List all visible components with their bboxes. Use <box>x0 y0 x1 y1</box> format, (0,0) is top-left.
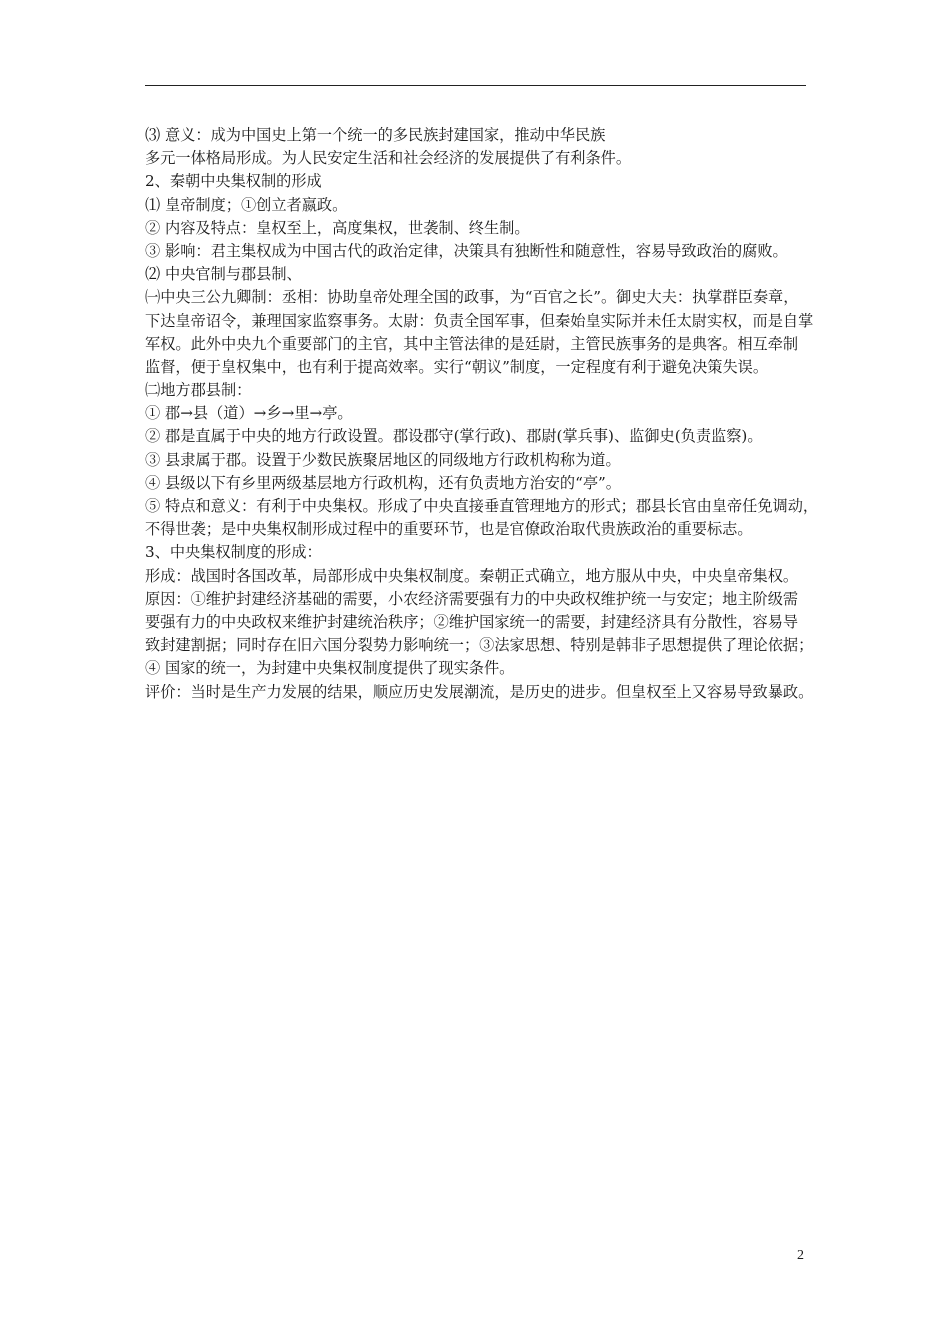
text-line: ⑤ 特点和意义：有利于中央集权。形成了中央直接垂直管理地方的形式；郡县长官由皇帝任免调动， <box>145 497 819 515</box>
text-line: ④ 国家的统一，为封建中央集权制度提供了现实条件。 <box>145 659 515 678</box>
section-heading: 2、秦朝中央集权制的形成 <box>145 172 322 191</box>
text-line: 多元一体格局形成。为人民安定生活和社会经济的发展提供了有利条件。 <box>145 149 631 168</box>
text-line: ② 内容及特点：皇权至上，高度集权，世袭制、终生制。 <box>145 218 530 237</box>
text-line: ① 郡→县（道）→乡→里→亭。 <box>145 404 353 423</box>
text-line: ② 郡是直属于中央的地方行政设置。郡设郡守(掌行政)、郡尉(掌兵事)、监御史(负责监察)。 <box>145 427 763 446</box>
text-line: ⑴ 皇帝制度；①创立者嬴政。 <box>145 195 348 214</box>
text-line: ③ 影响：君主集权成为中国古代的政治定律，决策具有独断性和随意性，容易导致政治的腐败。 <box>145 241 788 260</box>
text-line: ㈠中央三公九卿制：丞相：协助皇帝处理全国的政事，为“百官之长”。御史大夫：执掌群臣奏章， <box>145 288 799 307</box>
page-number: 2 <box>797 1248 804 1263</box>
text-line: 原因：①维护封建经济基础的需要，小农经济需要强有力的中央政权维护统一与安定；地主阶级需 <box>145 589 799 608</box>
text-line: 不得世袭；是中央集权制形成过程中的重要环节，也是官僚政治取代贵族政治的重要标志。 <box>145 520 753 539</box>
text-line: ⑵ 中央官制与郡县制、 <box>145 265 302 284</box>
section-heading: 3、中央集权制度的形成： <box>145 543 322 562</box>
text-line: ③ 县隶属于郡。设置于少数民族聚居地区的同级地方行政机构称为道。 <box>145 450 621 469</box>
text-line: 要强有力的中央政权来维护封建统治秩序；②维护国家统一的需要，封建经济具有分散性，容易导 <box>145 612 799 631</box>
text-line: ⑶ 意义：成为中国史上第一个统一的多民族封建国家，推动中华民族 <box>145 126 606 144</box>
text-line: 下达皇帝诏令，兼理国家监察事务。太尉：负责全国军事，但秦始皇实际并未任太尉实权，而是自掌 <box>145 311 814 330</box>
document-body <box>145 124 857 704</box>
text-line: 评价：当时是生产力发展的结果，顺应历史发展潮流，是历史的进步。但皇权至上又容易导致暴政。 <box>145 682 814 701</box>
text-line: 监督，便于皇权集中，也有利于提高效率。实行“朝议”制度，一定程度有利于避免决策失误。 <box>145 357 769 376</box>
header-rule <box>145 85 806 86</box>
text-line: ④ 县级以下有乡里两级基层地方行政机构，还有负责地方治安的“亭”。 <box>145 473 621 492</box>
text-line: 军权。此外中央九个重要部门的主官，其中主管法律的是廷尉，主管民族事务的是典客。相互牵制 <box>145 334 799 353</box>
text-line: ㈡地方郡县制： <box>145 381 252 400</box>
text-line: 形成：战国时各国改革，局部形成中央集权制度。秦朝正式确立，地方服从中央，中央皇帝集权。 <box>145 566 799 585</box>
text-line: 致封建割据；同时存在旧六国分裂势力影响统一；③法家思想、特别是韩非子思想提供了理论依据； <box>145 636 814 655</box>
